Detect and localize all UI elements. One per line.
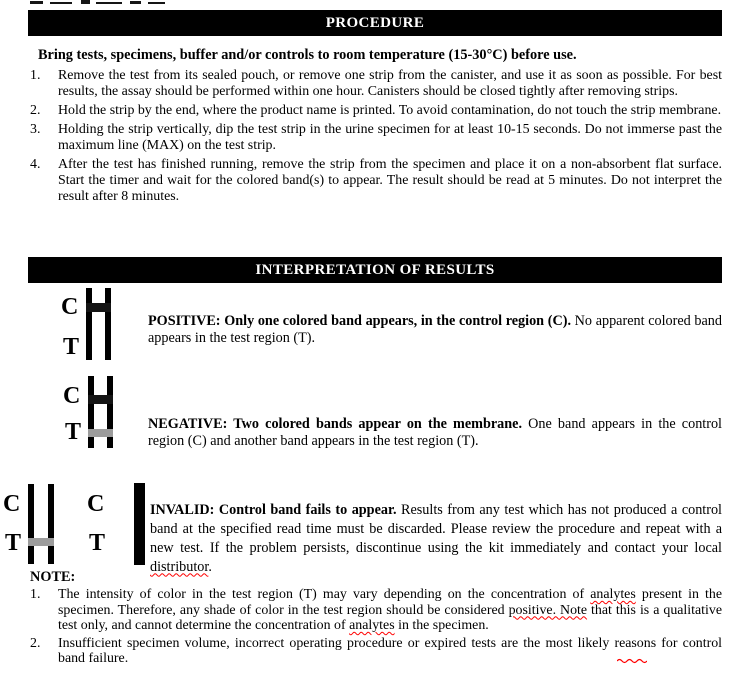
strip-left-edge [86, 288, 92, 360]
strip-left-edge [88, 376, 94, 448]
control-band [86, 303, 111, 312]
step-number: 1. [30, 68, 41, 83]
note-item-1 [30, 587, 722, 634]
control-region-label: C [87, 491, 105, 517]
room-temperature-instruction: Bring tests, specimens, buffer and/or controls to room temperature (15-30°C) before use. [38, 47, 577, 63]
test-region-label: T [63, 334, 80, 360]
procedure-step-4 [30, 157, 722, 205]
step-number: 4. [30, 157, 41, 172]
interpretation-section-header: INTERPRETATION OF RESULTS [28, 257, 722, 283]
step-text: Hold the strip by the end, where the product name is printed. To avoid contamination, do not touch the strip membrane. [58, 103, 722, 118]
step-text: After the test has finished running, remove the strip from the specimen and place it on a non-absorbent flat surface. Start the timer and wait for the colored band(s) to appear. The result should be read at 5 minutes. Do not interpret the result after 8 minutes. [58, 157, 722, 204]
strip-right-edge [48, 484, 54, 564]
negative-strip-illustration [88, 376, 113, 448]
strip-right-edge [107, 376, 113, 448]
procedure-step-1 [30, 68, 722, 100]
negative-result-description: NEGATIVE: Two colored bands appear on the membrane. One band appears in the control region (C) and another band appears in the test region (T). [148, 416, 722, 450]
test-band [28, 538, 54, 546]
procedure-step-3 [30, 122, 722, 154]
test-region-label: T [65, 419, 82, 445]
stray-spellcheck-squiggle-icon [617, 657, 647, 664]
note-text: Insufficient specimen volume, incorrect operating procedure or expired tests are the most likely reasons for control band failure. [58, 635, 722, 667]
note-number: 2. [30, 635, 41, 651]
note-number: 1. [30, 587, 41, 602]
strip-right-edge [105, 288, 111, 360]
procedure-steps-list [30, 68, 722, 208]
invalid-strip-illustration-no-bands [134, 483, 145, 565]
note-heading: NOTE: [30, 569, 76, 585]
positive-strip-illustration [86, 288, 111, 360]
step-number: 2. [30, 103, 41, 118]
test-region-label: T [5, 530, 22, 556]
cropped-text-remnant [30, 0, 165, 5]
invalid-result-description: INVALID: Control band fails to appear. Results from any test which has not produced a control band at the specified read time must be discarded. Please review the procedure and repeat with a new test. If the problem persists, discontinue using the kit immediately and contact your local distributor. [150, 502, 723, 575]
invalid-strip-illustration-test-band-only [28, 484, 54, 564]
step-text: Holding the strip vertically, dip the test strip in the urine specimen for at least 10-15 seconds. Do not immerse past the maximum line (MAX) on the test strip. [58, 122, 722, 153]
control-region-label: C [63, 383, 81, 409]
test-band [88, 429, 113, 437]
step-number: 3. [30, 122, 41, 137]
positive-result-description: POSITIVE: Only one colored band appears, in the control region (C). No apparent colored band appears in the test region (T). [148, 313, 722, 347]
procedure-section-header: PROCEDURE [28, 10, 722, 36]
control-band [88, 395, 113, 404]
control-region-label: C [61, 294, 79, 320]
procedure-step-2 [30, 103, 722, 119]
test-region-label: T [89, 530, 106, 556]
strip-left-edge [28, 484, 34, 564]
control-region-label: C [3, 491, 21, 517]
step-text: Remove the test from its sealed pouch, or remove one strip from the canister, and use it as soon as possible. For best results, the assay should be performed within one hour. Canisters should be closed tightly after removing strips. [58, 68, 722, 99]
note-text: The intensity of color in the test region (T) may vary depending on the concentration of analytes present in the specimen. Therefore, any shade of color in the test region should be considered positive. Note that this is a qualitative test only, and cannot determine the concentration of analytes in the specimen. [58, 587, 723, 634]
